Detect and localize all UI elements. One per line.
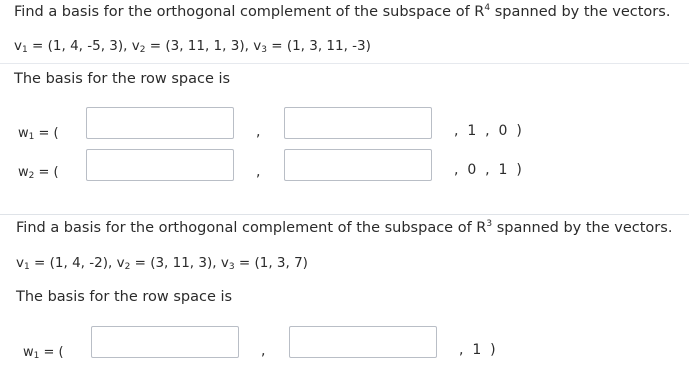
problem-2-prompt: Find a basis for the orthogonal complement of the subspace of $R^3$ spanned by the vectors.: [16, 219, 673, 236]
w2-label: $w_2$ = (: [18, 165, 59, 181]
problem-2-basis-label: The basis for the row space is: [16, 289, 233, 305]
problem-1-prompt: Find a basis for the orthogonal complement of the subspace of $R^4$ spanned by the vectors.: [14, 3, 671, 20]
w1-label: $w_1$ = (: [18, 126, 59, 142]
p1-w2-component-2-input[interactable]: [284, 149, 432, 181]
problem-2-vectors: $v_1 = (1$, 4, -2), $v_2 = (3$, 11, 3), $v_3 = (1$, 3, 7): [16, 255, 308, 272]
p1-w1-comma: ,: [256, 124, 261, 140]
p1-w1-component-2-input[interactable]: [284, 107, 432, 139]
p1-w2-tail: , 0 , 1 ): [454, 162, 522, 178]
problem-1-vectors: $v_1 = (1$, 4, -5, 3), $v_2 = (3$, 11, 1, 3), $v_3 = (1$, 3, 11, -3): [14, 38, 371, 55]
p2-w1-component-1-input[interactable]: [91, 326, 239, 358]
p1-w1-tail: , 1 , 0 ): [454, 123, 522, 139]
p2-w1-component-2-input[interactable]: [289, 326, 437, 358]
p2-w1-tail: , 1 ): [459, 342, 496, 358]
p1-w2-component-1-input[interactable]: [86, 149, 234, 181]
problem-1-basis-label: The basis for the row space is: [14, 71, 231, 87]
p1-w1-component-1-input[interactable]: [86, 107, 234, 139]
w1-label: $w_1$ = (: [23, 345, 64, 361]
problem-2: [0, 214, 689, 387]
p2-w1-comma: ,: [261, 343, 266, 359]
p1-w2-comma: ,: [256, 164, 261, 180]
